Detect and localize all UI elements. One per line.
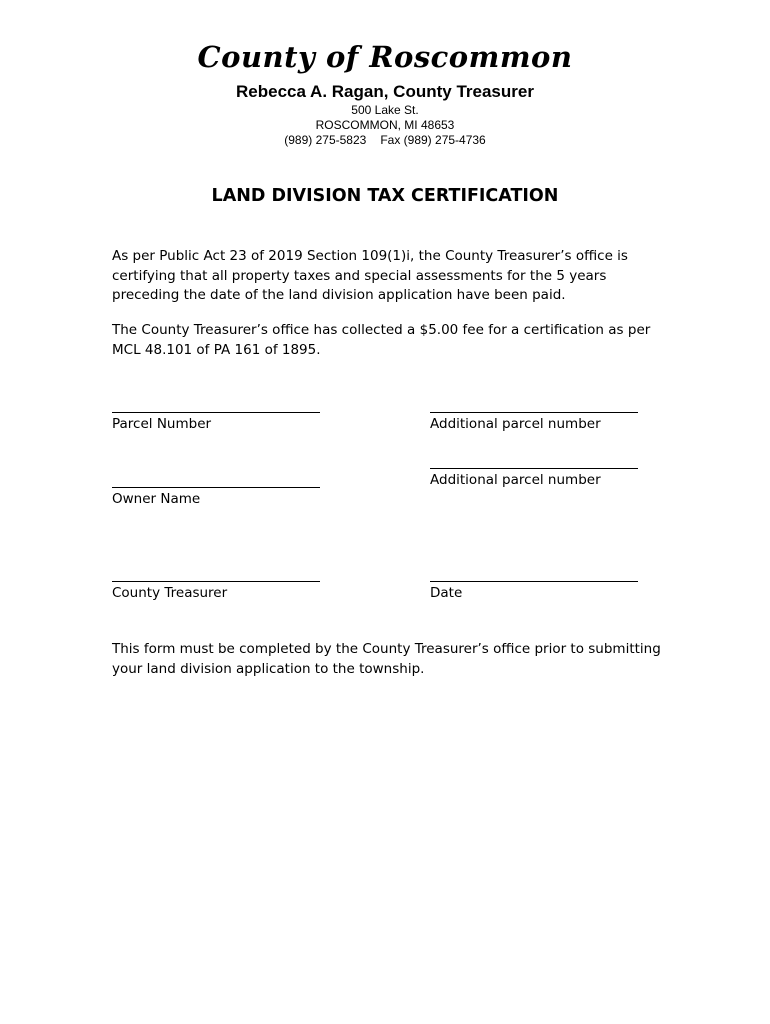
- additional-parcel-label-2: Additional parcel number: [430, 472, 601, 488]
- county-treasurer-label: County Treasurer: [112, 585, 228, 601]
- form-title: LAND DIVISION TAX CERTIFICATION: [211, 186, 559, 206]
- fee-paragraph: The County Treasurer’s office has collected a $5.00 fee for a certification as per MCL 48.101 of PA 161 of 1895.: [112, 322, 651, 358]
- owner-name-label: Owner Name: [112, 491, 201, 507]
- date-label: Date: [430, 585, 463, 601]
- contact-numbers: [0, 133, 770, 147]
- street-address: 500 Lake St.: [351, 103, 419, 117]
- date-line[interactable]: [430, 581, 638, 582]
- certification-paragraph: As per Public Act 23 of 2019 Section 109(1)i, the County Treasurer’s office is certifying that all property taxes and special assessments for the 5 years preceding the date of the land division application have been paid.: [112, 248, 628, 303]
- additional-parcel-line-2[interactable]: [430, 468, 638, 469]
- phone-number: (989) 275-5823: [284, 133, 367, 147]
- county-treasurer-signature-line[interactable]: [112, 581, 320, 582]
- additional-parcel-label-1: Additional parcel number: [430, 416, 601, 432]
- submission-note: This form must be completed by the County Treasurer’s office prior to submitting your land division application to the township.: [112, 641, 661, 677]
- city-address: ROSCOMMON, MI 48653: [315, 118, 455, 132]
- parcel-number-line[interactable]: [112, 412, 320, 413]
- parcel-number-label: Parcel Number: [112, 416, 212, 432]
- additional-parcel-line-1[interactable]: [430, 412, 638, 413]
- county-name-heading: County of Roscommon: [197, 40, 573, 74]
- treasurer-name: Rebecca A. Ragan, County Treasurer: [236, 82, 534, 101]
- owner-name-line[interactable]: [112, 487, 320, 488]
- fax-number: Fax (989) 275-4736: [380, 133, 486, 147]
